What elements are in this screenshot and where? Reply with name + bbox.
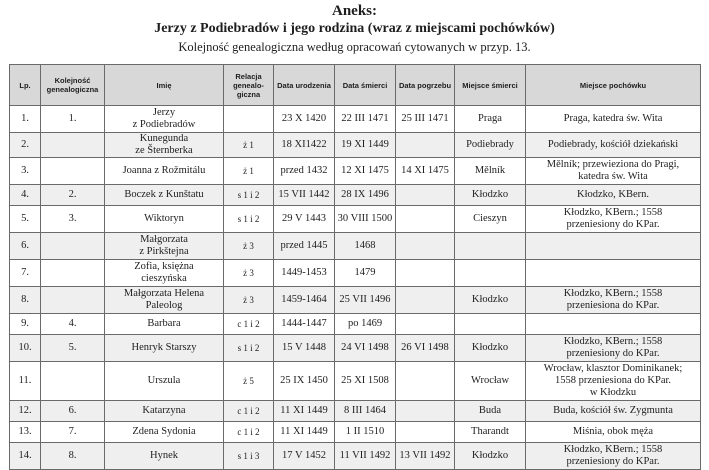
cell-imie: Urszula xyxy=(105,362,224,401)
cell-data-pogrzebu xyxy=(396,287,455,314)
header-miejsce-pochowku: Miejsce pochówku xyxy=(526,65,701,106)
cell-imie: Boczek z Kunštatu xyxy=(105,185,224,206)
cell-relacja: c 1 i 2 xyxy=(224,422,274,443)
cell-miejsce-pochowku: Podiebrady, kościół dziekański xyxy=(526,133,701,158)
cell-data-pogrzebu: 14 XI 1475 xyxy=(396,158,455,185)
cell-data-smierci: 1 II 1510 xyxy=(335,422,396,443)
cell-lp: 10. xyxy=(10,335,41,362)
cell-data-urodzenia: 11 XI 1449 xyxy=(274,422,335,443)
cell-lp: 4. xyxy=(10,185,41,206)
cell-miejsce-smierci: Mělník xyxy=(455,158,526,185)
cell-miejsce-pochowku: Mělník; przewieziona do Pragi, katedra św. Wita xyxy=(526,158,701,185)
cell-miejsce-pochowku: Praga, katedra św. Wita xyxy=(526,106,701,133)
cell-data-pogrzebu xyxy=(396,362,455,401)
table-row xyxy=(10,335,701,362)
cell-data-urodzenia: 1459-1464 xyxy=(274,287,335,314)
header-data-urodzenia: Data urodzenia xyxy=(274,65,335,106)
cell-data-pogrzebu: 26 VI 1498 xyxy=(396,335,455,362)
cell-kolejnosc xyxy=(41,260,105,287)
table-body xyxy=(10,106,701,470)
table-row xyxy=(10,401,701,422)
cell-lp: 12. xyxy=(10,401,41,422)
cell-lp: 6. xyxy=(10,233,41,260)
table-row xyxy=(10,158,701,185)
cell-relacja: ż 5 xyxy=(224,362,274,401)
cell-data-smierci: 22 III 1471 xyxy=(335,106,396,133)
cell-miejsce-pochowku xyxy=(526,260,701,287)
cell-data-smierci: 25 VII 1496 xyxy=(335,287,396,314)
cell-data-urodzenia: 11 XI 1449 xyxy=(274,401,335,422)
cell-miejsce-pochowku: Kłodzko, KBern.; 1558 przeniesiony do KPar. xyxy=(526,206,701,233)
cell-miejsce-smierci: Cieszyn xyxy=(455,206,526,233)
cell-miejsce-smierci: Buda xyxy=(455,401,526,422)
cell-relacja: s 1 i 2 xyxy=(224,185,274,206)
cell-kolejnosc xyxy=(41,287,105,314)
cell-lp: 5. xyxy=(10,206,41,233)
cell-relacja: c 1 i 2 xyxy=(224,401,274,422)
cell-data-smierci: 24 VI 1498 xyxy=(335,335,396,362)
cell-miejsce-smierci: Kłodzko xyxy=(455,335,526,362)
header-lp: Lp. xyxy=(10,65,41,106)
cell-data-smierci: 11 VII 1492 xyxy=(335,443,396,470)
cell-kolejnosc: 2. xyxy=(41,185,105,206)
cell-data-urodzenia: 1449-1453 xyxy=(274,260,335,287)
cell-imie: Małgorzata Helena Paleolog xyxy=(105,287,224,314)
cell-imie: Henryk Starszy xyxy=(105,335,224,362)
cell-relacja: s 1 i 3 xyxy=(224,443,274,470)
cell-miejsce-smierci xyxy=(455,260,526,287)
cell-miejsce-smierci xyxy=(455,314,526,335)
cell-kolejnosc xyxy=(41,233,105,260)
cell-data-smierci: 30 VIII 1500 xyxy=(335,206,396,233)
cell-data-urodzenia: 1444-1447 xyxy=(274,314,335,335)
cell-data-urodzenia: 29 V 1443 xyxy=(274,206,335,233)
cell-lp: 8. xyxy=(10,287,41,314)
cell-miejsce-smierci: Podiebrady xyxy=(455,133,526,158)
annex-heading: Aneks: xyxy=(331,3,377,19)
cell-data-smierci: 25 XI 1508 xyxy=(335,362,396,401)
cell-lp: 11. xyxy=(10,362,41,401)
table-header-row xyxy=(10,65,701,106)
cell-data-urodzenia: przed 1445 xyxy=(274,233,335,260)
genealogy-table xyxy=(9,64,701,470)
cell-imie: Zofia, księżna cieszyńska xyxy=(105,260,224,287)
table-row xyxy=(10,106,701,133)
cell-relacja: s 1 i 2 xyxy=(224,335,274,362)
cell-imie: Wiktoryn xyxy=(105,206,224,233)
cell-data-pogrzebu xyxy=(396,206,455,233)
cell-lp: 1. xyxy=(10,106,41,133)
table-row xyxy=(10,362,701,401)
cell-imie: Małgorzata z Pirkštejna xyxy=(105,233,224,260)
cell-relacja: ż 3 xyxy=(224,260,274,287)
cell-relacja: ż 3 xyxy=(224,287,274,314)
table-row xyxy=(10,287,701,314)
cell-data-pogrzebu xyxy=(396,422,455,443)
cell-data-urodzenia: 15 VII 1442 xyxy=(274,185,335,206)
cell-data-pogrzebu xyxy=(396,133,455,158)
cell-data-smierci: 1479 xyxy=(335,260,396,287)
cell-relacja xyxy=(224,106,274,133)
cell-imie: Katarzyna xyxy=(105,401,224,422)
table-row xyxy=(10,133,701,158)
cell-miejsce-pochowku: Kłodzko, KBern. xyxy=(526,185,701,206)
cell-lp: 14. xyxy=(10,443,41,470)
cell-miejsce-smierci xyxy=(455,233,526,260)
cell-miejsce-smierci: Kłodzko xyxy=(455,287,526,314)
header-miejsce-smierci: Miejsce śmierci xyxy=(455,65,526,106)
cell-data-urodzenia: 25 IX 1450 xyxy=(274,362,335,401)
cell-data-urodzenia: 18 XI1422 xyxy=(274,133,335,158)
cell-imie: Kunegunda ze Šternberka xyxy=(105,133,224,158)
title-block xyxy=(0,0,709,55)
cell-kolejnosc: 4. xyxy=(41,314,105,335)
cell-lp: 9. xyxy=(10,314,41,335)
table-row xyxy=(10,443,701,470)
cell-miejsce-smierci: Kłodzko xyxy=(455,185,526,206)
table-row xyxy=(10,314,701,335)
cell-kolejnosc xyxy=(41,362,105,401)
cell-miejsce-smierci: Kłodzko xyxy=(455,443,526,470)
cell-data-pogrzebu xyxy=(396,233,455,260)
document-title: Jerzy z Podiebradów i jego rodzina (wraz z miejscami pochówków) xyxy=(154,21,555,36)
cell-data-urodzenia: przed 1432 xyxy=(274,158,335,185)
cell-miejsce-smierci: Wrocław xyxy=(455,362,526,401)
cell-miejsce-pochowku xyxy=(526,314,701,335)
cell-lp: 3. xyxy=(10,158,41,185)
cell-kolejnosc: 3. xyxy=(41,206,105,233)
cell-data-urodzenia: 23 X 1420 xyxy=(274,106,335,133)
cell-data-smierci: 8 III 1464 xyxy=(335,401,396,422)
cell-imie: Zdena Sydonia xyxy=(105,422,224,443)
cell-data-urodzenia: 15 V 1448 xyxy=(274,335,335,362)
cell-relacja: ż 1 xyxy=(224,133,274,158)
table-row xyxy=(10,185,701,206)
cell-kolejnosc: 7. xyxy=(41,422,105,443)
document-subtitle: Kolejność genealogiczna według opracowań cytowanych w przyp. 13. xyxy=(178,40,531,54)
cell-miejsce-pochowku: Kłodzko, KBern.; 1558 przeniesiony do KPar. xyxy=(526,443,701,470)
cell-miejsce-smierci: Tharandt xyxy=(455,422,526,443)
cell-lp: 13. xyxy=(10,422,41,443)
cell-kolejnosc: 6. xyxy=(41,401,105,422)
cell-relacja: s 1 i 2 xyxy=(224,206,274,233)
cell-data-pogrzebu xyxy=(396,401,455,422)
cell-miejsce-pochowku: Wrocław, klasztor Dominikanek; 1558 przeniesiona do KPar. w Kłodzku xyxy=(526,362,701,401)
cell-imie: Hynek xyxy=(105,443,224,470)
cell-data-pogrzebu xyxy=(396,185,455,206)
cell-kolejnosc xyxy=(41,133,105,158)
table-row xyxy=(10,206,701,233)
cell-miejsce-smierci: Praga xyxy=(455,106,526,133)
cell-lp: 2. xyxy=(10,133,41,158)
header-relacja: Relacja genealo-giczna xyxy=(224,65,274,106)
cell-data-smierci: 28 IX 1496 xyxy=(335,185,396,206)
cell-imie: Barbara xyxy=(105,314,224,335)
table-row xyxy=(10,260,701,287)
cell-data-pogrzebu xyxy=(396,260,455,287)
cell-data-smierci: 1468 xyxy=(335,233,396,260)
header-data-pogrzebu: Data pogrzebu xyxy=(396,65,455,106)
cell-miejsce-pochowku: Miśnia, obok męża xyxy=(526,422,701,443)
cell-data-pogrzebu: 25 III 1471 xyxy=(396,106,455,133)
cell-kolejnosc: 5. xyxy=(41,335,105,362)
cell-miejsce-pochowku xyxy=(526,233,701,260)
header-imie: Imię xyxy=(105,65,224,106)
cell-relacja: c 1 i 2 xyxy=(224,314,274,335)
cell-miejsce-pochowku: Kłodzko, KBern.; 1558 przeniesiona do KPar. xyxy=(526,287,701,314)
cell-imie: Jerzy z Podiebradów xyxy=(105,106,224,133)
cell-data-smierci: 12 XI 1475 xyxy=(335,158,396,185)
table-row xyxy=(10,233,701,260)
cell-data-smierci: 19 XI 1449 xyxy=(335,133,396,158)
cell-kolejnosc: 8. xyxy=(41,443,105,470)
cell-data-pogrzebu: 13 VII 1492 xyxy=(396,443,455,470)
cell-miejsce-pochowku: Kłodzko, KBern.; 1558 przeniesiony do KPar. xyxy=(526,335,701,362)
cell-data-urodzenia: 17 V 1452 xyxy=(274,443,335,470)
cell-kolejnosc xyxy=(41,158,105,185)
cell-lp: 7. xyxy=(10,260,41,287)
cell-data-smierci: po 1469 xyxy=(335,314,396,335)
header-kolejnosc: Kolejność genealogiczna xyxy=(41,65,105,106)
cell-kolejnosc: 1. xyxy=(41,106,105,133)
cell-miejsce-pochowku: Buda, kościół św. Zygmunta xyxy=(526,401,701,422)
header-data-smierci: Data śmierci xyxy=(335,65,396,106)
cell-relacja: ż 1 xyxy=(224,158,274,185)
cell-relacja: ż 3 xyxy=(224,233,274,260)
table-row xyxy=(10,422,701,443)
cell-data-pogrzebu xyxy=(396,314,455,335)
cell-imie: Joanna z Rožmitálu xyxy=(105,158,224,185)
